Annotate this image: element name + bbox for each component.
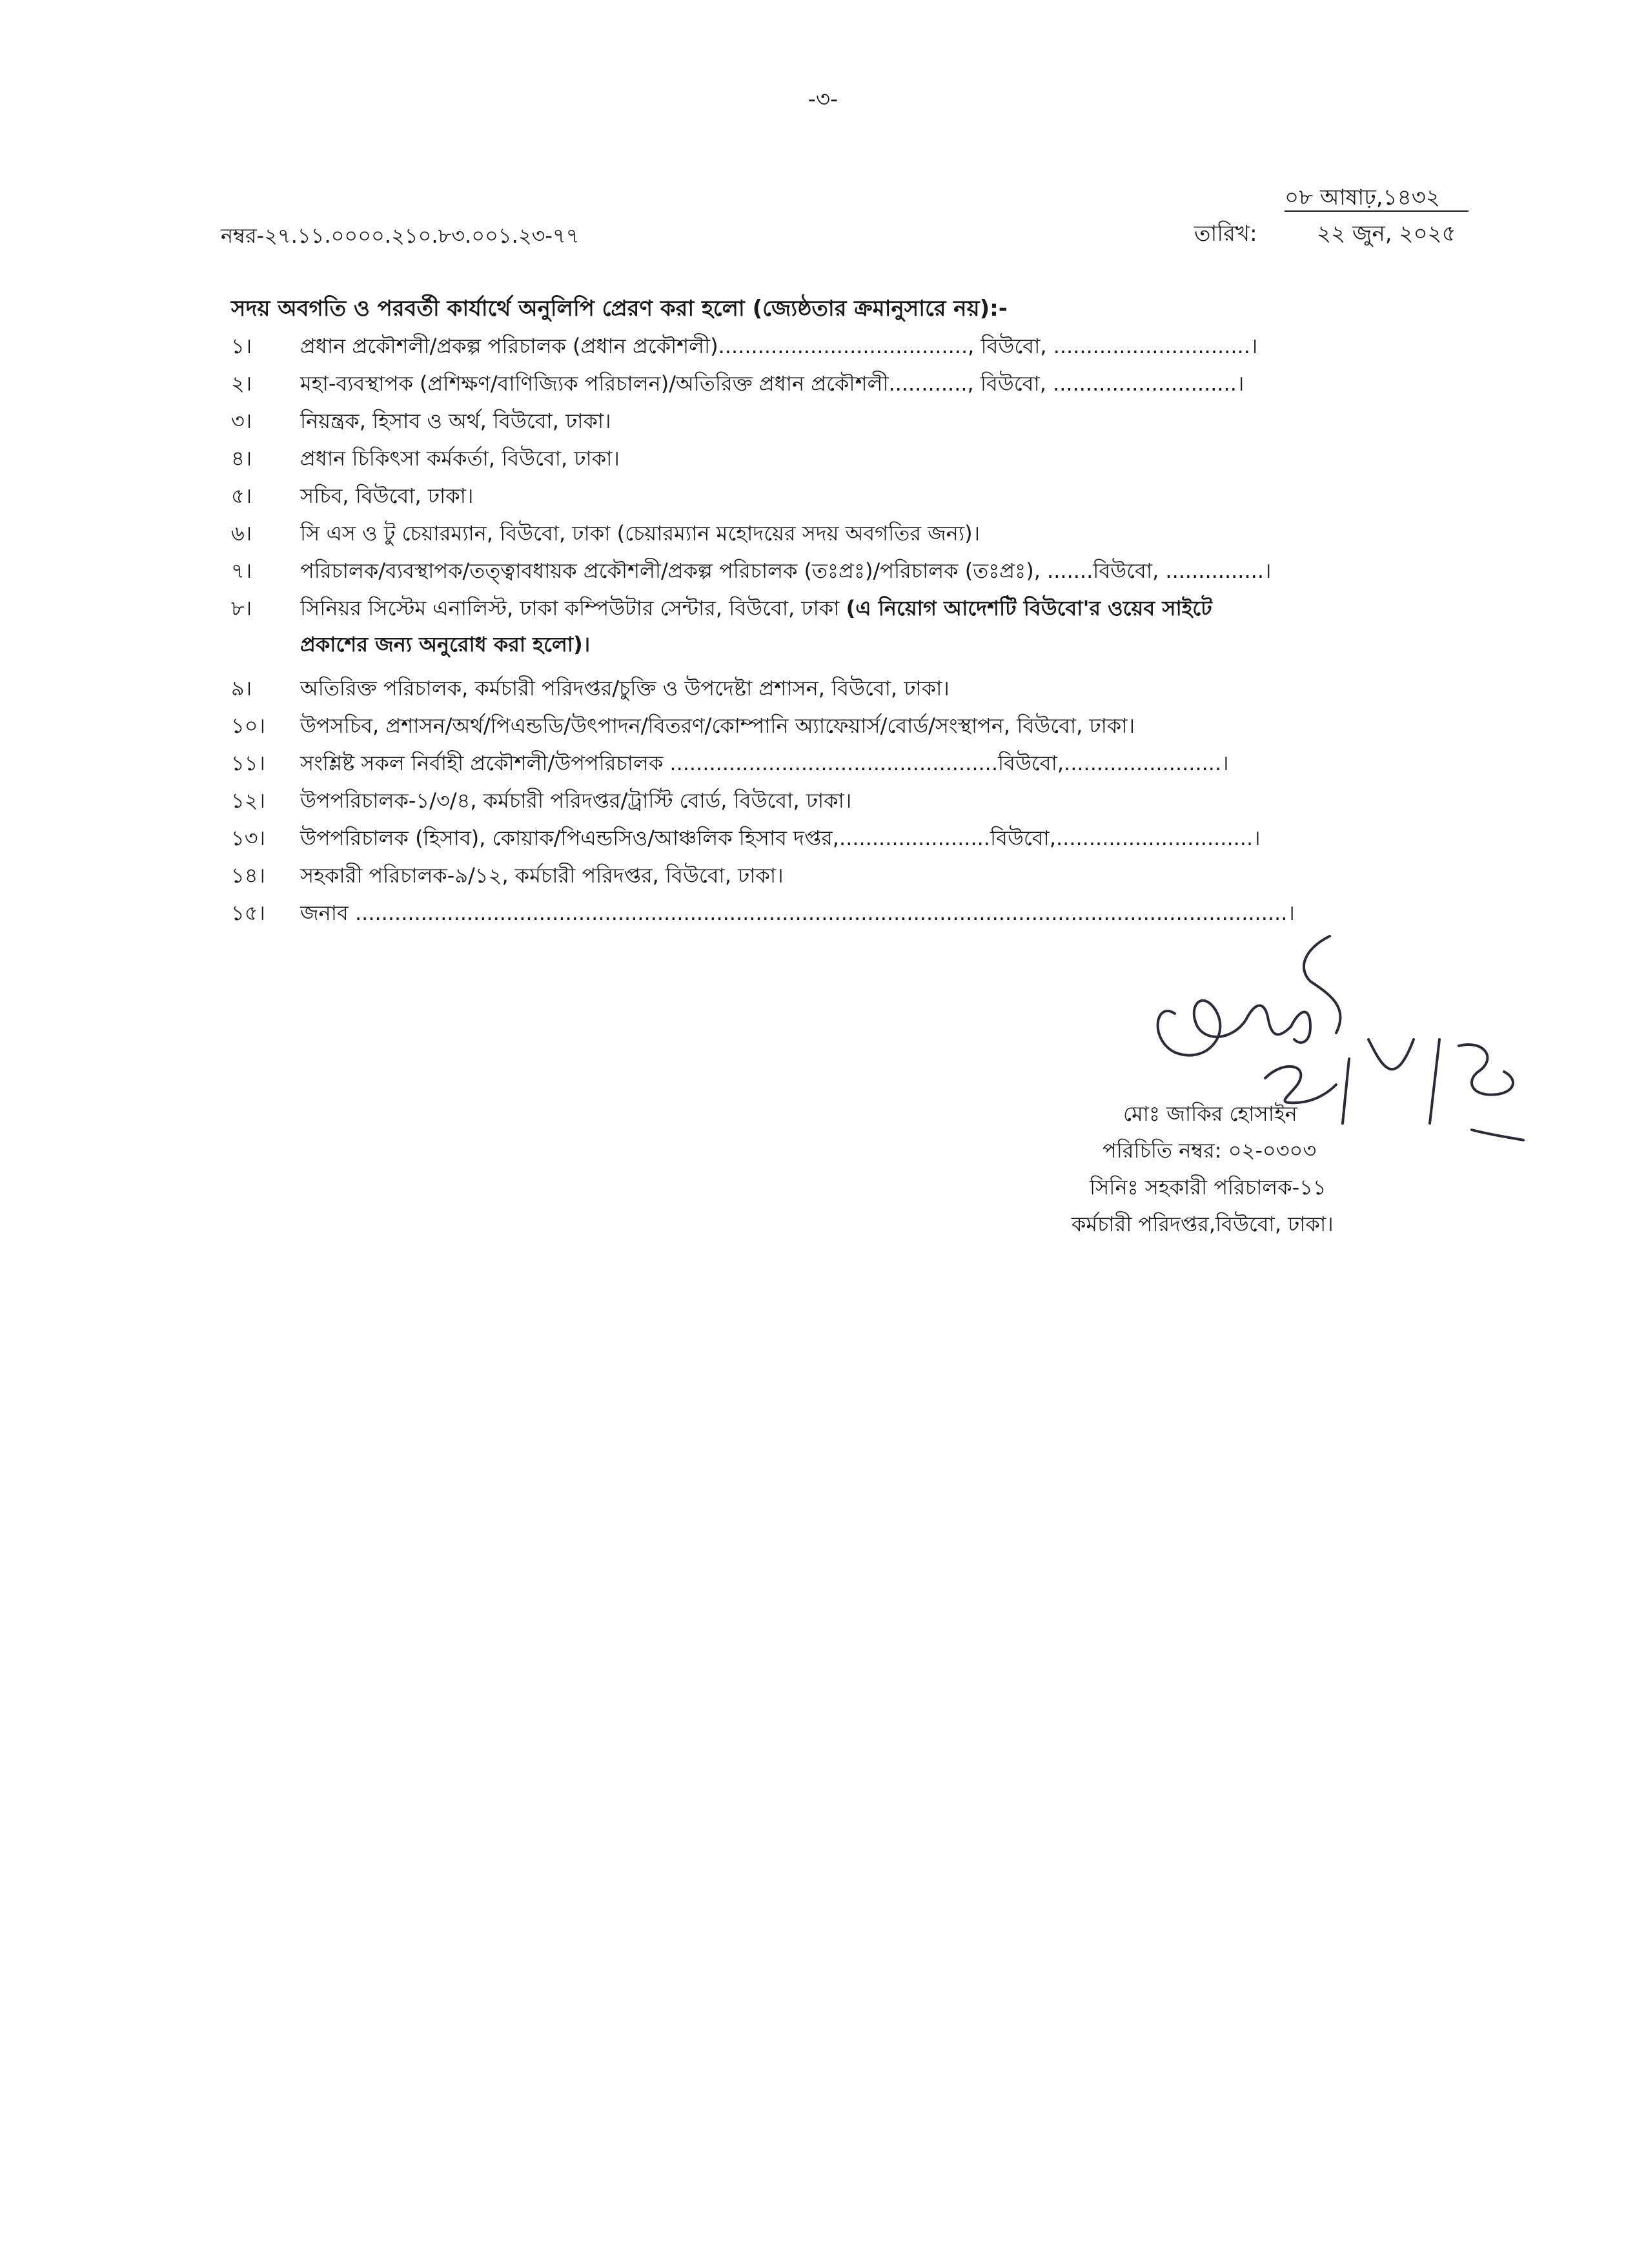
item-text: প্রধান চিকিৎসা কর্মকর্তা, বিউবো, ঢাকা। [300, 446, 620, 471]
date-divider [1285, 210, 1468, 212]
item-text: পরিচালক/ব্যবস্থাপক/তত্ত্বাবধায়ক প্রকৌশলী/প্রকল্প পরিচালক (তঃপ্রঃ)/পরিচালক (তঃপ্রঃ), .......বিউবো, ...............। [300, 558, 1272, 583]
item-number: ১৪। [231, 863, 265, 888]
item-text: মহা-ব্যবস্থাপক (প্রশিক্ষণ/বাণিজ্যিক পরিচালন)/অতিরিক্ত প্রধান প্রকৌশলী............, বিউবো, ............................। [300, 371, 1245, 396]
item-number: ৪। [231, 446, 252, 471]
item-emphasis: (এ নিয়োগ আদেশটি বিউবো'র ওয়েব সাইটে [846, 596, 1212, 620]
item-number: ১। [231, 334, 252, 358]
item-number: ৫। [231, 484, 252, 508]
item-text: অতিরিক্ত পরিচালক, কর্মচারী পরিদপ্তর/চুক্তি ও উপদেষ্টা প্রশাসন, বিউবো, ঢাকা। [300, 676, 950, 700]
item-number: ১১। [231, 751, 265, 775]
item-number: ৭। [231, 558, 252, 583]
page-number: -৩- [808, 87, 838, 112]
item-number: ৯। [231, 676, 252, 700]
item-number: ২। [231, 371, 252, 396]
item-number: ৬। [231, 521, 252, 546]
item-number: ৩। [231, 409, 252, 433]
item-text: প্রধান প্রকৌশলী/প্রকল্প পরিচালক (প্রধান প্রকৌশলী)......................................, বিউবো, ..............................। [300, 334, 1258, 358]
item-text: সংশ্লিষ্ট সকল নির্বাহী প্রকৌশলী/উপপরিচালক ..................................................বিউবো,........................। [300, 751, 1229, 775]
signatory-id: পরিচিতি নম্বর: ০২-০৩০৩ [1102, 1138, 1317, 1163]
date-english: ২২ জুন, ২০২৫ [1317, 221, 1456, 247]
item-text: সি এস ও টু চেয়ারম্যান, বিউবো, ঢাকা (চেয়ারম্যান মহোদয়ের সদয় অবগতির জন্য)। [300, 521, 980, 546]
item-text: সচিব, বিউবো, ঢাকা। [300, 484, 474, 508]
item-text: উপপরিচালক-১/৩/৪, কর্মচারী পরিদপ্তর/ট্রাস্টি বোর্ড, বিউবো, ঢাকা। [300, 788, 852, 813]
date-label: তারিখ: [1194, 221, 1257, 247]
item-text: সহকারী পরিচালক-৯/১২, কর্মচারী পরিদপ্তর, বিউবো, ঢাকা। [300, 863, 784, 888]
item-text-wrapper [300, 591, 1212, 625]
item-number: ৮। [231, 596, 252, 620]
signatory-office: কর্মচারী পরিদপ্তর,বিউবো, ঢাকা। [1072, 1212, 1334, 1236]
item-text: সিনিয়র সিস্টেম এনালিস্ট, ঢাকা কম্পিউটার সেন্টার, বিউবো, ঢাকা [300, 596, 846, 620]
item-number: ১৩। [231, 826, 266, 850]
item-text: উপপরিচালক (হিসাব), কোয়াক/পিএন্ডসিও/আঞ্চলিক হিসাব দপ্তর,.......................বিউবো,..............................। [300, 826, 1261, 850]
item-text: নিয়ন্ত্রক, হিসাব ও অর্থ, বিউবো, ঢাকা। [300, 409, 611, 433]
item-text: জনাব ..............................................................................................................................................। [300, 901, 1295, 925]
item-number: ১২। [231, 788, 266, 813]
date-bangla: ০৮ আষাঢ়,১৪৩২ [1285, 185, 1440, 210]
signatory-name: মোঃ জাকির হোসাইন [1123, 1101, 1297, 1126]
item-number: ১০। [231, 713, 266, 738]
item-number: ১৫। [231, 901, 265, 925]
item-emphasis-continued: প্রকাশের জন্য অনুরোধ করা হলো)। [300, 632, 591, 657]
item-text: উপসচিব, প্রশাসন/অর্থ/পিএন্ডডি/উৎপাদন/বিতরণ/কোম্পানি অ্যাফেয়ার্স/বোর্ড/সংস্থাপন, বিউবো, ঢাকা। [300, 713, 1135, 738]
memo-number: নম্বর-২৭.১১.০০০০.২১০.৮৩.০০১.২৩-৭৭ [221, 223, 580, 248]
distribution-heading: সদয় অবগতি ও পরবর্তী কার্যার্থে অনুলিপি প্রেরণ করা হলো (জ্যেষ্ঠতার ক্রমানুসারে নয়):- [231, 296, 1008, 322]
signatory-designation: সিনিঃ সহকারী পরিচালক-১১ [1090, 1175, 1326, 1200]
